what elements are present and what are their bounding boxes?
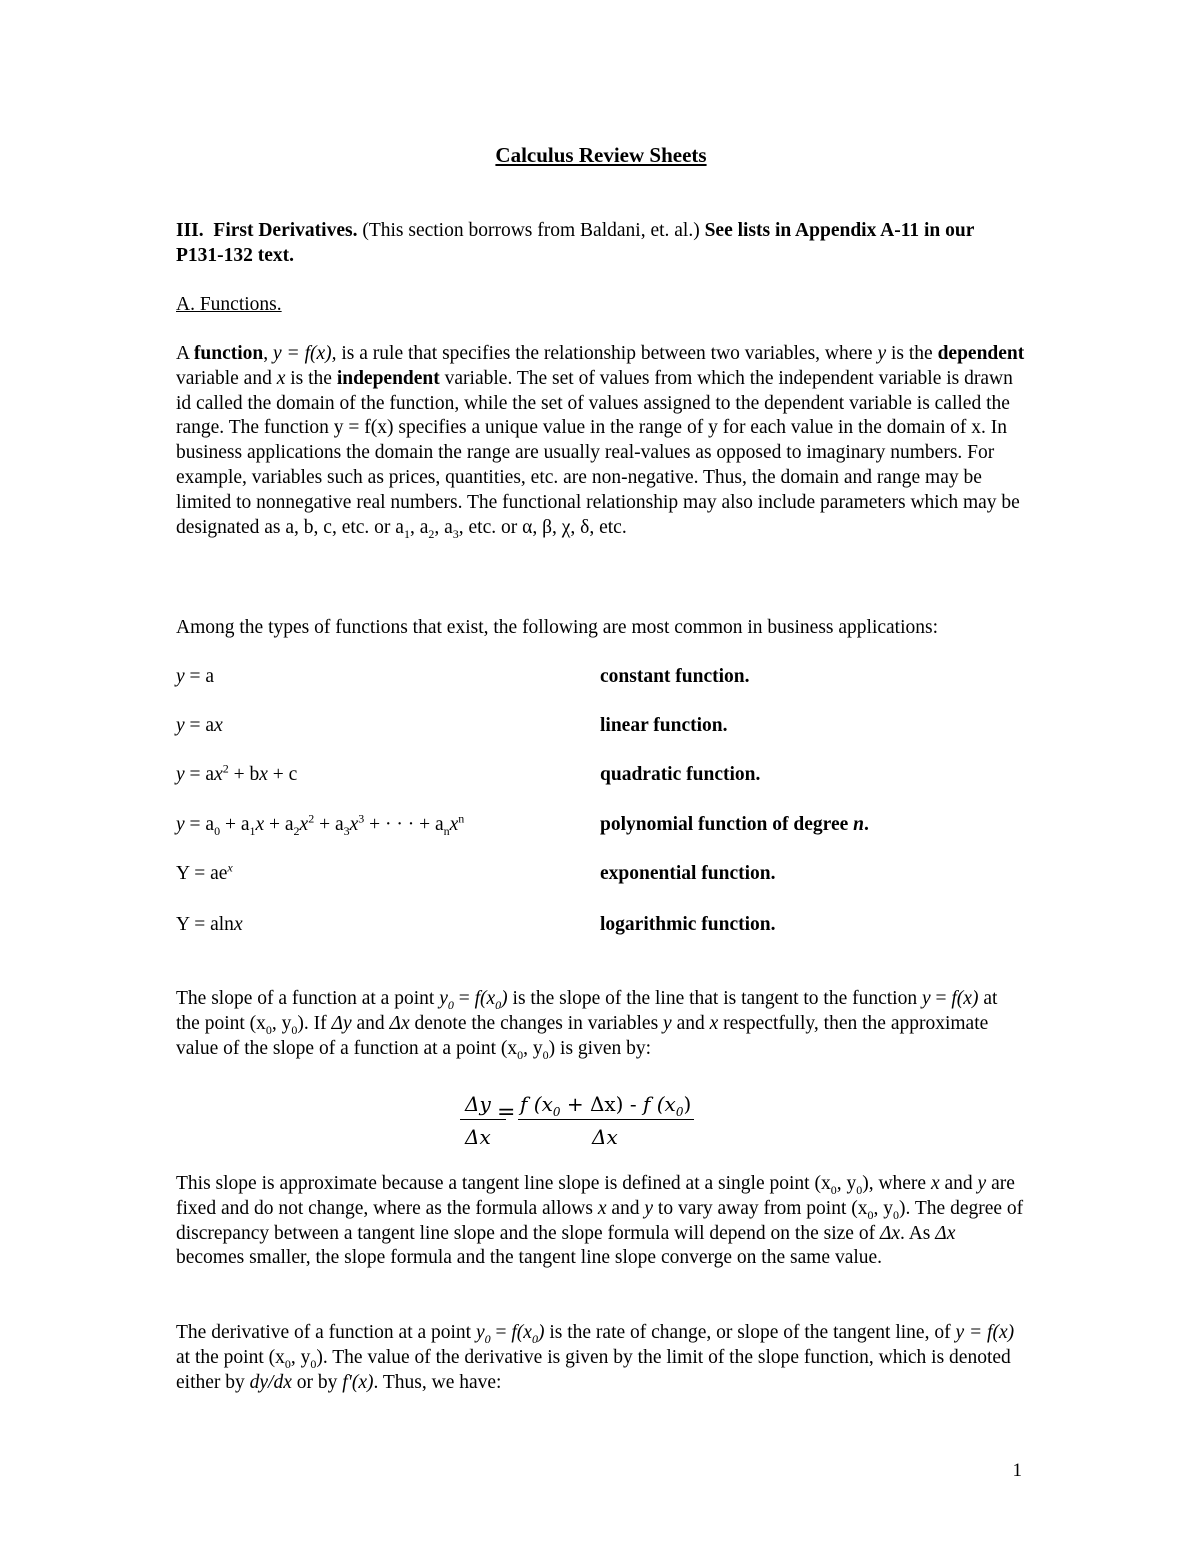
function-row-linear [176, 715, 1026, 741]
equation: $Y = ae^x$ [176, 860, 233, 884]
function-name: constant function. [600, 666, 750, 687]
term-independent: independent [336, 367, 440, 389]
equation: Y = alnx [176, 914, 243, 935]
formula-denominator-left: Δx [465, 1125, 491, 1149]
paragraph-slope-definition: The slope of a function at a point $y_0 = f(x_0)$ is the slope of the line that is tangent to the function y = f(x) at the point ($x_0$, $y_0$). If Δy and Δx denote the changes in variables y and x respectfully, then the approximate value of the slope of a function at a point ($x_0$, $y_0$) is given by: [176, 988, 998, 1062]
formula-numerator-left: Δy [465, 1092, 491, 1116]
section-number: III. [176, 220, 204, 241]
section-reference: See lists in Appendix A-11 in our P131-132 text. [176, 220, 975, 266]
term-dependent: dependent [937, 343, 1025, 364]
equation: $y = a_0 + a_1x + a_2x^2 + a_3x^3$ + · · · + $a_nx^n$ [176, 811, 465, 838]
paragraph-function-definition: A function, y = f(x), is a rule that specifies the relationship between two variables, where y is the dependent variable and x is the independent variable. The set of values from which the independent variable is drawn id called the domain of the function, while the set of values assigned to the dependent variable is called the range. The function y = f(x) specifies a unique value in the range of y for each value in the domain of x. In business applications the domain the range are usually real-values as opposed to imaginary numbers. For example, variables such as prices, quantities, etc. are non-negative. Thus, the domain and range may be limited to nonnegative real numbers. The functional relationship may also include parameters which may be designated as a, b, c, etc. or $a_1$, $a_2$, $a_3$, etc. or α, β, χ, δ, etc. [176, 343, 1025, 541]
page-number: 1 [1012, 1460, 1022, 1481]
subsection-heading: A. Functions. [176, 294, 282, 315]
slope-formula [460, 1088, 710, 1152]
paragraph-function-types-intro: Among the types of functions that exist, the following are most common in business applications: [176, 617, 939, 638]
equation: y = ax [176, 715, 223, 736]
formula-numerator-right: f $(x_0 + \Delta x) - f$ $(x_0)$ [520, 1092, 692, 1119]
function-name: logarithmic function. [600, 914, 776, 935]
page-title: Calculus Review Sheets [495, 143, 707, 167]
formula-denominator-right: Δx [592, 1125, 618, 1149]
function-name: exponential function. [600, 863, 776, 884]
paragraph-derivative-definition: The derivative of a function at a point $y_0 = f(x_0)$ is the rate of change, or slope of the tangent line, of y = f(x) at the point ($x_0$, $y_0$). The value of the derivative is given by the limit of the slope function, which is denoted either by dy/dx or by f'(x). Thus, we have: [176, 1322, 1015, 1393]
formula-equals: = [497, 1100, 516, 1125]
function-name: polynomial function of degree n. [600, 814, 869, 835]
equation: y = a [176, 666, 215, 687]
function-name: quadratic function. [600, 764, 761, 785]
function-row-polynomial [176, 811, 1026, 840]
section-title: First Derivatives. [213, 220, 358, 241]
function-row-quadratic [176, 761, 1026, 790]
function-row-logarithmic [176, 914, 1026, 940]
term-function: function [193, 343, 264, 364]
section-heading [176, 219, 1026, 269]
paragraph-slope-approximation: This slope is approximate because a tangent line slope is defined at a single point ($x_0$, $y_0$), where x and y are fixed and do not change, where as the formula allows x and y to vary away from point ($x_0$, $y_0$). The degree of discrepancy between a tangent line slope and the slope formula will depend on the size of Δx. As Δx becomes smaller, the slope formula and the tangent line slope converge on the same value. [176, 1173, 1024, 1269]
fraction-bar-right [518, 1119, 694, 1120]
equation: $y = ax^2$ + bx + c [176, 761, 298, 785]
function-name: linear function. [600, 715, 728, 736]
section-note: (This section borrows from Baldani, et. al.) [362, 220, 700, 241]
function-row-exponential [176, 860, 1026, 889]
function-row-constant [176, 666, 1026, 692]
